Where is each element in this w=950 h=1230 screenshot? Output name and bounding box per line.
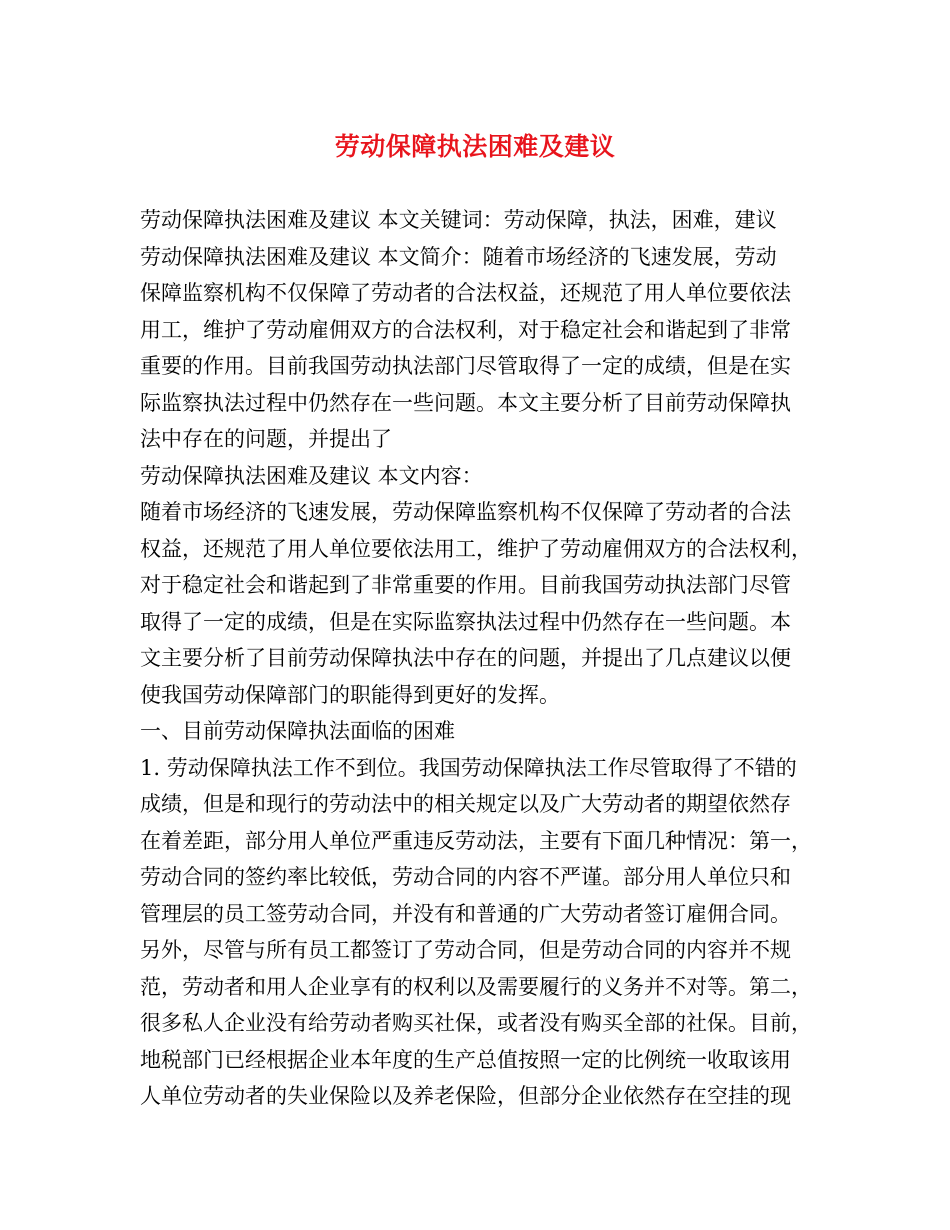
document-body — [140, 202, 830, 1115]
text-line-point1-5: 管理层的员工签劳动合同，并没有和普通的广大劳动者签订雇佣合同。 — [140, 901, 791, 926]
text-line-summary-2: 保障监察机构不仅保障了劳动者的合法权益，还规范了用人单位要依法 — [140, 281, 791, 305]
text-line-summary-6: 法中存在的问题，并提出了 — [140, 427, 392, 451]
text-line-point1-9: 地税部门已经根据企业本年度的生产总值按照一定的比例统一收取该用 — [140, 1047, 791, 1072]
text-line-intro-6: 使我国劳动保障部门的职能得到更好的发挥。 — [140, 682, 560, 707]
text-line-point1-10: 人单位劳动者的失业保险以及养老保险，但部分企业依然存在空挂的现 — [140, 1084, 791, 1108]
text-line-point1-7: 范，劳动者和用人企业享有的权利以及需要履行的义务并不对等。第二， — [140, 974, 812, 999]
section-heading-difficulties: 一、目前劳动保障执法面临的困难 — [140, 719, 455, 743]
text-line-point1-1: 1. 劳动保障执法工作不到位。我国劳动保障执法工作尽管取得了不错的 — [140, 755, 797, 780]
text-line-content-heading: 劳动保障执法困难及建议 本文内容： — [140, 463, 483, 488]
text-line-summary-3: 用工，维护了劳动雇佣双方的合法权利，对于稳定社会和谐起到了非常 — [140, 317, 791, 342]
text-line-intro-4: 取得了一定的成绩，但是在实际监察执法过程中仍然存在一些问题。本 — [140, 609, 791, 634]
text-line-summary-1: 劳动保障执法困难及建议 本文简介：随着市场经济的飞速发展，劳动 — [140, 244, 777, 269]
document-title: 劳动保障执法困难及建议 — [334, 132, 616, 161]
text-line-intro-2: 权益，还规范了用人单位要依法用工，维护了劳动雇佣双方的合法权利， — [140, 536, 812, 561]
text-line-intro-1: 随着市场经济的飞速发展，劳动保障监察机构不仅保障了劳动者的合法 — [140, 500, 791, 524]
text-line-point1-6: 另外，尽管与所有员工都签订了劳动合同，但是劳动合同的内容并不规 — [140, 938, 791, 962]
text-line-point1-3: 在着差距，部分用人单位严重违反劳动法，主要有下面几种情况：第一， — [140, 828, 812, 853]
text-line-summary-5: 际监察执法过程中仍然存在一些问题。本文主要分析了目前劳动保障执 — [140, 390, 791, 415]
text-line-intro-3: 对于稳定社会和谐起到了非常重要的作用。目前我国劳动执法部门尽管 — [140, 573, 791, 597]
text-line-point1-4: 劳动合同的签约率比较低，劳动合同的内容不严谨。部分用人单位只和 — [140, 865, 791, 889]
text-line-point1-2: 成绩，但是和现行的劳动法中的相关规定以及广大劳动者的期望依然存 — [140, 792, 791, 816]
text-line-summary-4: 重要的作用。目前我国劳动执法部门尽管取得了一定的成绩，但是在实 — [140, 354, 791, 378]
text-line-point1-8: 很多私人企业没有给劳动者购买社保，或者没有购买全部的社保。目前， — [140, 1011, 812, 1035]
text-line-intro-5: 文主要分析了目前劳动保障执法中存在的问题，并提出了几点建议以便 — [140, 646, 791, 670]
text-line-keywords: 劳动保障执法困难及建议 本文关键词：劳动保障，执法，困难，建议 — [140, 208, 777, 232]
